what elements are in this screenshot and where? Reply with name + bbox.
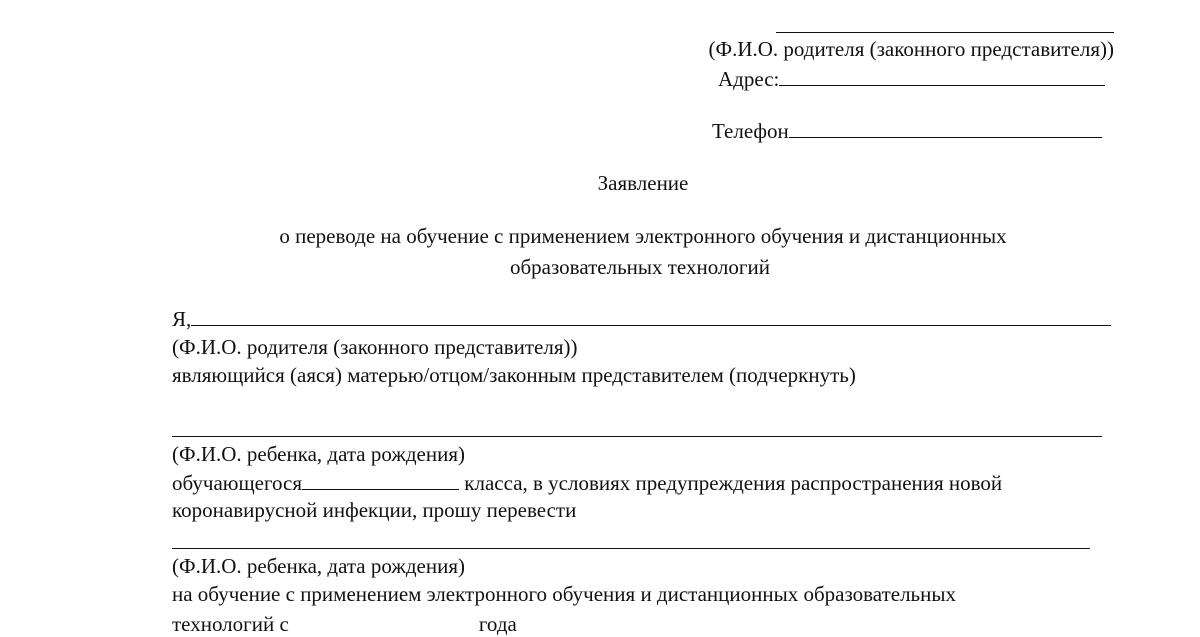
final-line2-suffix: года — [478, 612, 517, 636]
ya-row — [172, 306, 1114, 332]
address-label: Адрес: — [718, 67, 780, 91]
body-parent-caption: (Ф.И.О. родителя (законного представителя)) — [172, 335, 578, 359]
document-subtitle-line2: образовательных технологий — [510, 255, 770, 279]
relation-text: являющийся (аяся) матерью/отцом/законным представителем (подчеркнуть) — [172, 363, 856, 387]
final-line2-prefix: технологий с — [172, 612, 289, 636]
address-line — [779, 67, 1105, 86]
header-parent-caption: (Ф.И.О. родителя (законного представителя)) — [708, 37, 1114, 61]
date-line — [289, 613, 479, 631]
student-prefix: обучающегося — [172, 471, 303, 495]
class-line — [302, 471, 459, 490]
final-line2 — [172, 611, 517, 637]
ya-label: Я, — [172, 307, 192, 331]
document-title: Заявление — [597, 171, 689, 195]
student-row — [172, 470, 1002, 496]
document-subtitle-line1: о переводе на обучение с применением электронного обучения и дистанционных — [279, 224, 1007, 248]
final-line1: на обучение с применением электронного обучения и дистанционных образовательных — [172, 582, 956, 606]
child-caption-2: (Ф.И.О. ребенка, дата рождения) — [172, 554, 465, 578]
parent-name-line — [776, 14, 1114, 33]
child-caption-1: (Ф.И.О. ребенка, дата рождения) — [172, 442, 465, 466]
student-line2: коронавирусной инфекции, прошу перевести — [172, 498, 577, 522]
student-suffix: класса, в условиях предупреждения распространения новой — [459, 471, 1003, 495]
phone-row — [712, 118, 1114, 144]
parent-full-name-line — [191, 307, 1111, 326]
phone-label: Телефон — [712, 119, 789, 143]
child-name-line-1 — [172, 418, 1102, 437]
phone-line — [789, 119, 1102, 138]
address-row — [718, 66, 1114, 92]
child-name-line-2 — [172, 530, 1090, 549]
